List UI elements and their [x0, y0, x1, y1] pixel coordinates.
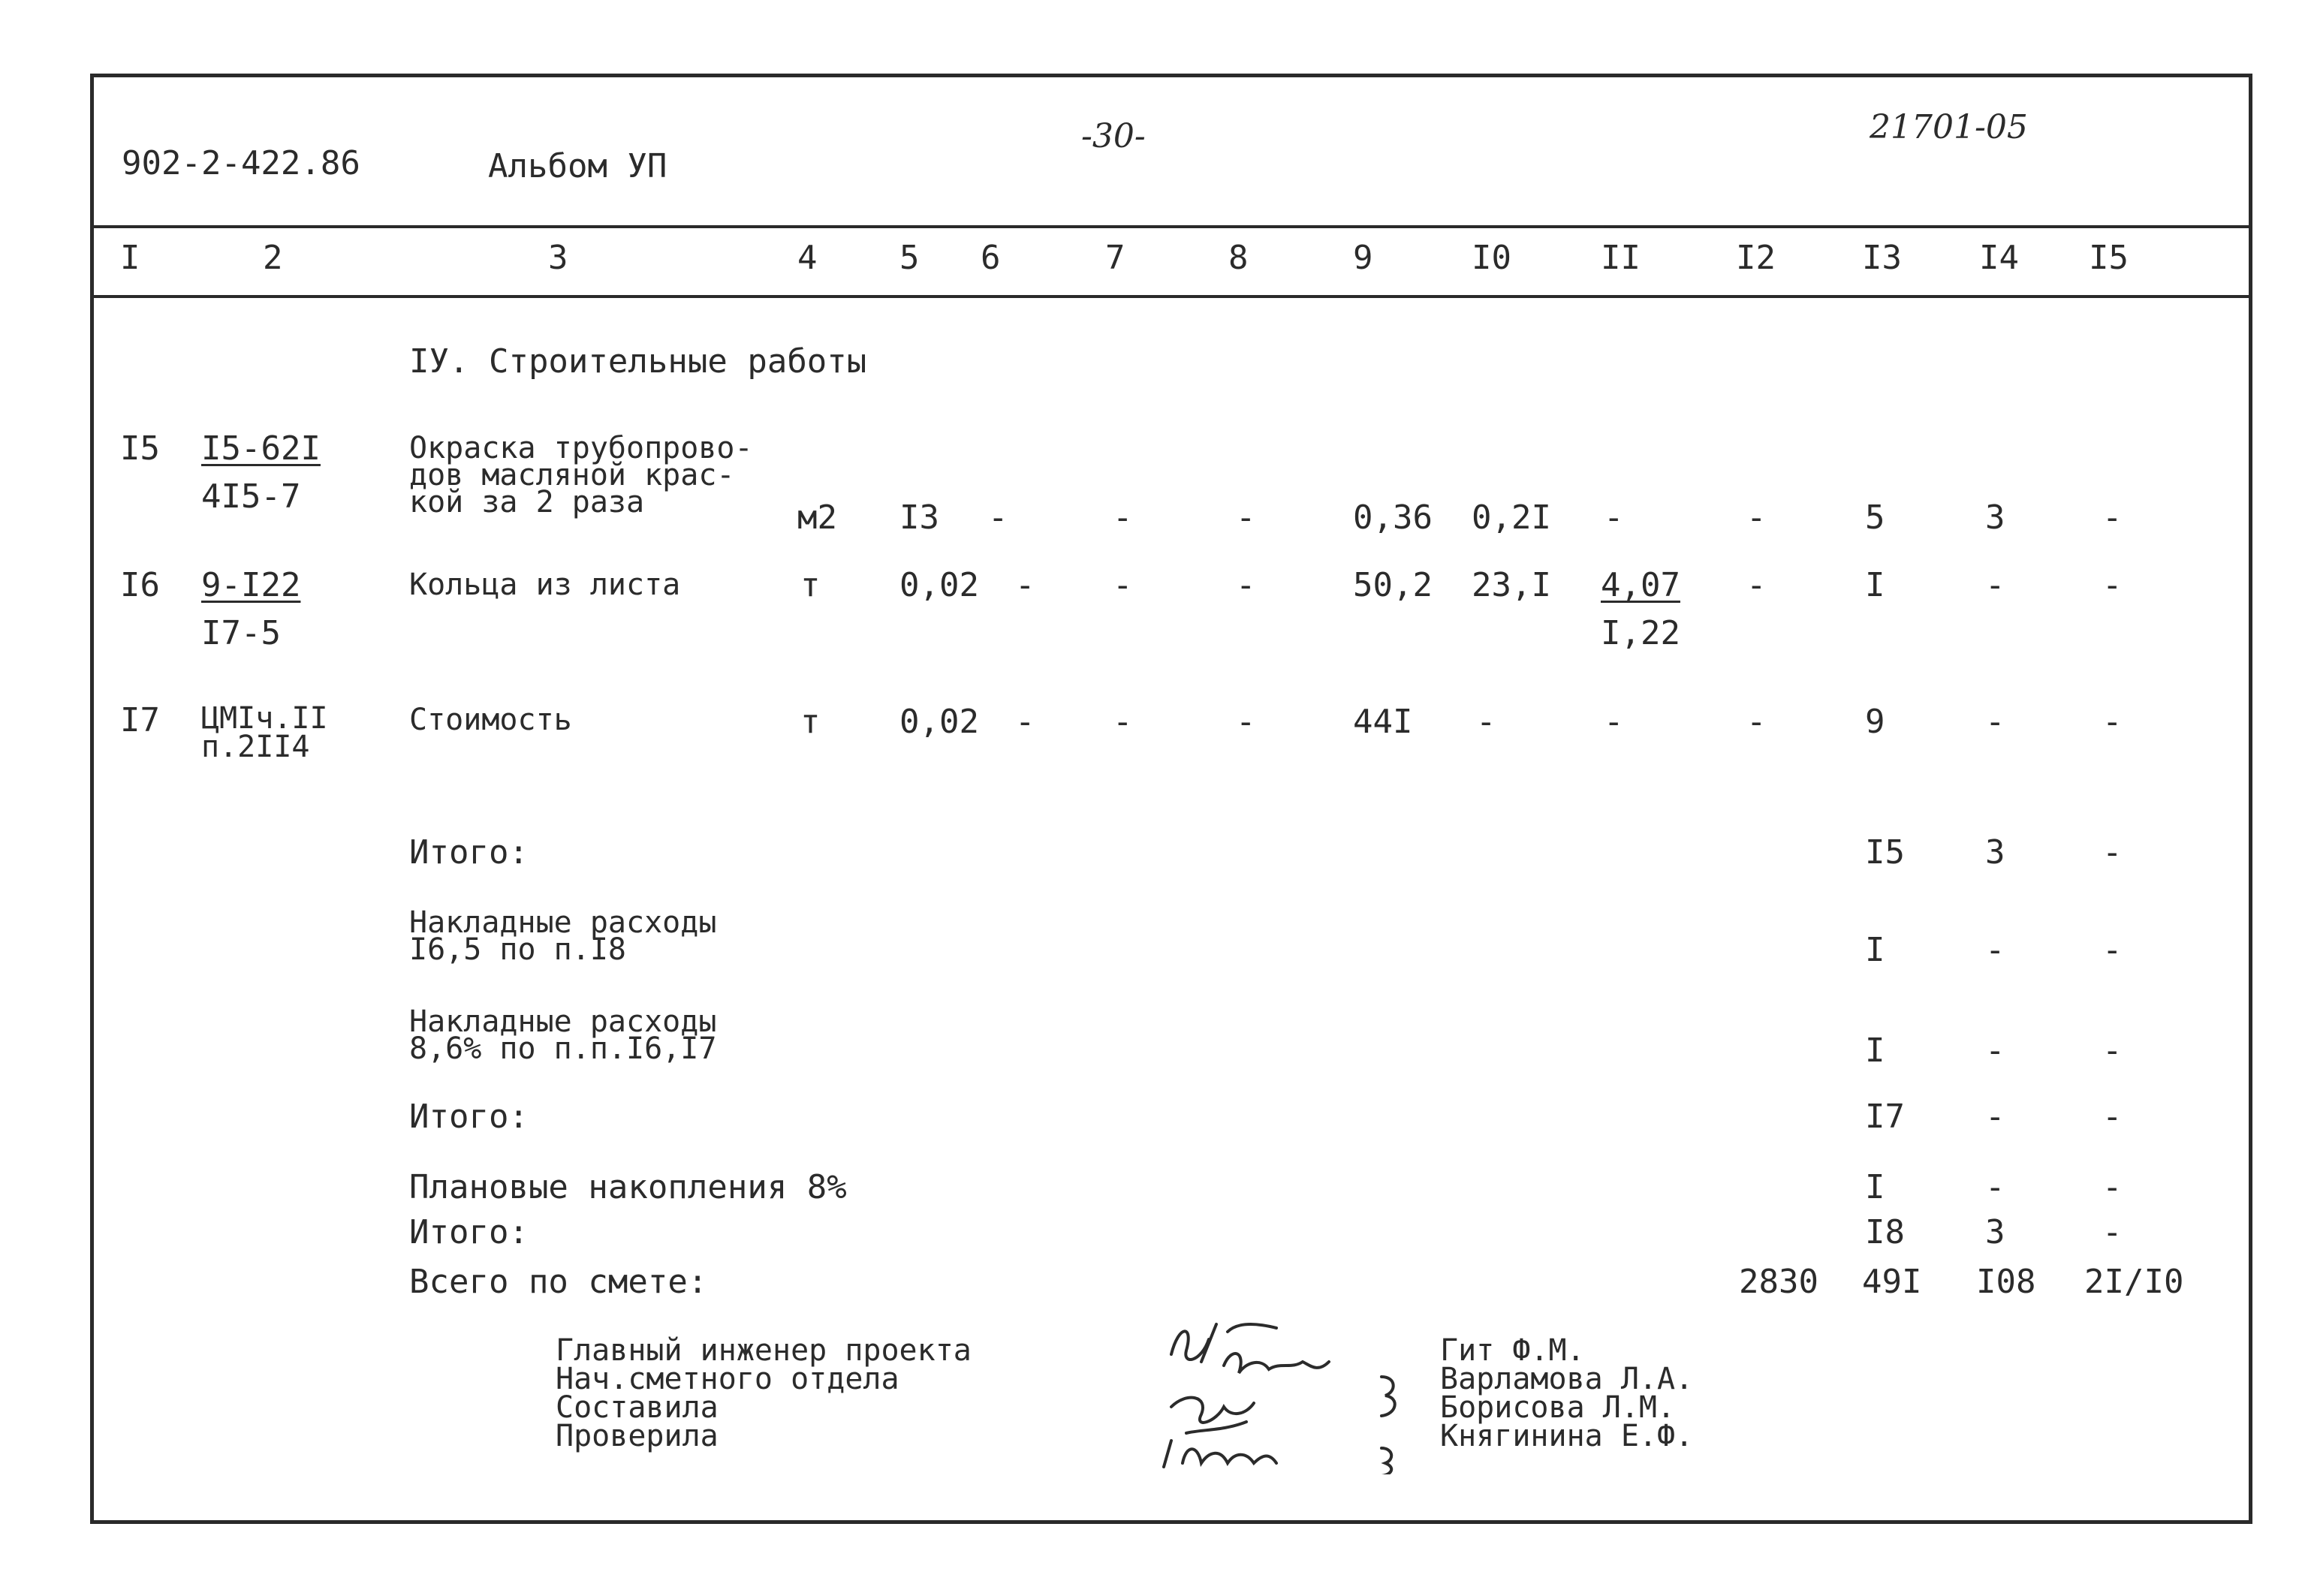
row-unit: м2 [797, 498, 837, 537]
col-num-10: I0 [1472, 239, 1511, 277]
col-num-2: 2 [263, 239, 283, 277]
total-c14: - [1985, 931, 2005, 969]
row-unit: т [800, 703, 821, 741]
row-c14: - [1985, 703, 2005, 741]
row-name-line: кой за 2 раза [409, 485, 645, 519]
col-num-13: I3 [1862, 239, 1902, 277]
row-c7: - [1113, 498, 1133, 537]
page-frame [90, 74, 2252, 1524]
row-name-line: Стоимость [409, 703, 572, 737]
row-number: I5 [120, 429, 160, 468]
signature-role: Главный инженер проекта [556, 1333, 972, 1368]
row-c10: - [1476, 703, 1496, 741]
row-c13: I [1865, 566, 1885, 604]
row-code-bottom: 4I5-7 [201, 477, 301, 516]
row-c11: - [1604, 498, 1624, 537]
total-c15: - [2102, 931, 2123, 969]
grand-total-c14: I08 [1976, 1263, 2036, 1301]
row-c13: 9 [1865, 703, 1885, 741]
total-c13: I8 [1865, 1213, 1905, 1251]
doc-code: 902-2-422.86 [122, 144, 360, 182]
total-c15: - [2102, 1098, 2123, 1136]
total-c14: 3 [1985, 833, 2005, 872]
section-title: IУ. Строительные работы [409, 342, 867, 381]
row-c8: - [1236, 498, 1256, 537]
total-c14: - [1985, 1168, 2005, 1206]
total-c14: 3 [1985, 1213, 2005, 1251]
col-num-8: 8 [1228, 239, 1249, 277]
total-c15: - [2102, 1213, 2123, 1251]
total-label: Итого: [409, 1098, 529, 1136]
column-numbers-divider [94, 295, 2249, 298]
col-num-14: I4 [1979, 239, 2019, 277]
col-num-7: 7 [1105, 239, 1125, 277]
col-num-15: I5 [2089, 239, 2129, 277]
row-code-top: ЦМIч.II [201, 701, 328, 736]
signature-name: Гит Ф.М. [1440, 1333, 1585, 1368]
row-c6: - [1015, 703, 1035, 741]
total-c14: - [1985, 1031, 2005, 1070]
col-num-4: 4 [797, 239, 818, 277]
grand-total-label: Всего по смете: [409, 1263, 708, 1301]
row-c7: - [1113, 566, 1133, 604]
total-c13: I [1865, 1031, 1885, 1070]
row-number: I7 [120, 701, 160, 739]
row-c5: 0,02 [899, 566, 979, 604]
row-c9: 44I [1353, 703, 1413, 741]
row-code-bottom: I7-5 [201, 614, 281, 652]
signature-role: Проверила [556, 1419, 719, 1453]
row-c10: 0,2I [1472, 498, 1551, 537]
row-name-line: дов масляной крас- [409, 458, 735, 492]
row-c13: 5 [1865, 498, 1885, 537]
total-label: I6,5 по п.I8 [409, 932, 626, 967]
row-c11-top: 4,07 [1601, 566, 1680, 604]
signature-role: Нач.сметного отдела [556, 1362, 899, 1396]
row-name-line: Кольца из листа [409, 568, 681, 602]
row-c12: - [1746, 566, 1767, 604]
row-c7: - [1113, 703, 1133, 741]
total-c13: I7 [1865, 1098, 1905, 1136]
total-label: Накладные расходы [409, 1004, 717, 1039]
sheet-code: 21701-05 [1870, 108, 2028, 146]
row-code-bottom: п.2II4 [201, 730, 310, 764]
col-num-1: I [120, 239, 140, 277]
signature-name: Варламова Л.А. [1440, 1362, 1694, 1396]
row-c10: 23,I [1472, 566, 1551, 604]
row-c8: - [1236, 703, 1256, 741]
grand-total-c13: 49I [1862, 1263, 1922, 1301]
row-c12: - [1746, 498, 1767, 537]
total-c14: - [1985, 1098, 2005, 1136]
total-c13: I [1865, 931, 1885, 969]
row-code-top: 9-I22 [201, 566, 301, 604]
total-label: Плановые накопления 8% [409, 1168, 847, 1206]
col-num-11: II [1601, 239, 1641, 277]
col-num-5: 5 [899, 239, 920, 277]
row-c14: - [1985, 566, 2005, 604]
total-c15: - [2102, 833, 2123, 872]
total-label: Накладные расходы [409, 905, 717, 940]
signature-role: Составила [556, 1390, 719, 1425]
page-number: -30- [1081, 117, 1146, 155]
row-c6: - [1015, 566, 1035, 604]
header-divider [94, 225, 2249, 228]
row-c11: - [1604, 703, 1624, 741]
row-unit: т [800, 566, 821, 604]
row-c15: - [2102, 498, 2123, 537]
row-name-line: Окраска трубопрово- [409, 431, 753, 465]
col-num-9: 9 [1353, 239, 1373, 277]
row-c9: 50,2 [1353, 566, 1433, 604]
total-c15: - [2102, 1031, 2123, 1070]
row-c14: 3 [1985, 498, 2005, 537]
row-c5: 0,02 [899, 703, 979, 741]
row-c5: I3 [899, 498, 939, 537]
signature-name: Княгинина Е.Ф. [1440, 1419, 1694, 1453]
row-number: I6 [120, 566, 160, 604]
row-c9: 0,36 [1353, 498, 1433, 537]
row-c15: - [2102, 703, 2123, 741]
grand-total-c12: 2830 [1739, 1263, 1818, 1301]
col-num-12: I2 [1736, 239, 1776, 277]
grand-total-c15: 2I/I0 [2084, 1263, 2184, 1301]
album-label: Альбом УП [488, 147, 667, 185]
row-c15: - [2102, 566, 2123, 604]
total-c13: I5 [1865, 833, 1905, 872]
col-num-6: 6 [981, 239, 1001, 277]
total-label: 8,6% по п.п.I6,I7 [409, 1031, 717, 1066]
signature-name: Борисова Л.М. [1440, 1390, 1676, 1425]
row-code-top: I5-62I [201, 429, 321, 468]
total-c13: I [1865, 1168, 1885, 1206]
total-label: Итого: [409, 833, 529, 872]
handwritten-signatures [1156, 1309, 1427, 1474]
col-num-3: 3 [548, 239, 568, 277]
total-label: Итого: [409, 1213, 529, 1251]
row-c8: - [1236, 566, 1256, 604]
row-c11-bottom: I,22 [1601, 614, 1680, 652]
row-c12: - [1746, 703, 1767, 741]
row-c6: - [988, 498, 1008, 537]
total-c15: - [2102, 1168, 2123, 1206]
